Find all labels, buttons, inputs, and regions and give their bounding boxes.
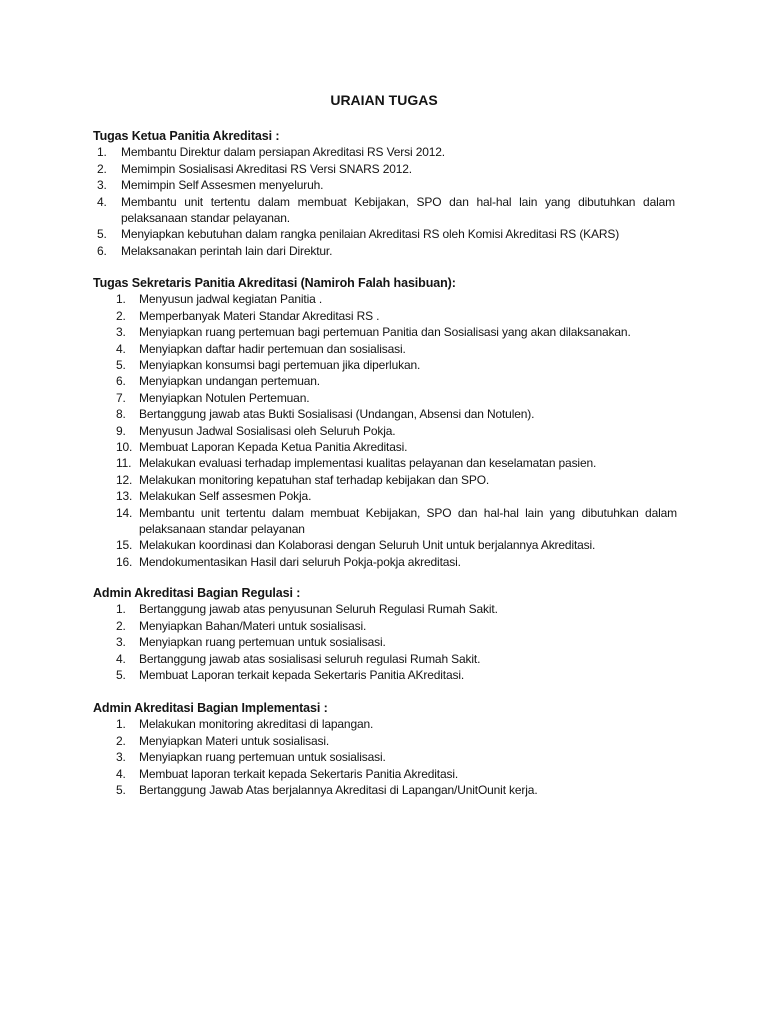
list-item xyxy=(93,406,677,422)
list-item xyxy=(93,177,675,193)
list-item-text: Menyiapkan kebutuhan dalam rangka penilaian Akreditasi RS oleh Komisi Akreditasi RS (KARS) xyxy=(121,227,620,242)
list-item xyxy=(93,308,677,324)
list-item xyxy=(93,373,677,389)
document-title: URAIAN TUGAS xyxy=(330,92,438,108)
list-item xyxy=(93,766,677,782)
section-heading: Tugas Sekretaris Panitia Akreditasi (Namiroh Falah hasibuan): xyxy=(93,276,456,290)
list-item-text: Menyiapkan Notulen Pertemuan. xyxy=(139,390,310,405)
section-ketua-panitia xyxy=(93,128,693,259)
list-item xyxy=(93,782,677,798)
list-item-text: Membantu unit tertentu dalam membuat Kebijakan, SPO dan hal-hal lain yang dibutuhkan dalam pelaksanaan standar pelayanan. xyxy=(121,194,675,226)
list-item-text: Bertanggung jawab atas sosialisasi seluruh regulasi Rumah Sakit. xyxy=(139,651,481,666)
list-item xyxy=(93,423,677,439)
list-item-text: Melakukan monitoring akreditasi di lapangan. xyxy=(139,717,374,732)
list-item-number: 6. xyxy=(97,243,107,258)
section-heading: Admin Akreditasi Bagian Implementasi : xyxy=(93,701,328,715)
list-item-number: 15. xyxy=(116,538,133,553)
list-item-text: Menyusun Jadwal Sosialisasi oleh Seluruh Pokja. xyxy=(139,423,396,438)
list-item xyxy=(93,488,677,504)
list-item xyxy=(93,554,677,570)
task-list xyxy=(93,291,693,570)
list-item-number: 8. xyxy=(116,407,126,422)
task-list xyxy=(93,144,693,259)
list-item-number: 4. xyxy=(116,341,126,356)
list-item xyxy=(93,601,677,617)
list-item-number: 3. xyxy=(97,178,107,193)
list-item-number: 2. xyxy=(97,161,107,176)
list-item-number: 12. xyxy=(116,472,133,487)
list-item xyxy=(93,226,675,242)
list-item-number: 5. xyxy=(116,783,126,798)
list-item xyxy=(93,439,677,455)
list-item-text: Menyiapkan daftar hadir pertemuan dan sosialisasi. xyxy=(139,341,406,356)
list-item-number: 9. xyxy=(116,423,126,438)
list-item-number: 1. xyxy=(116,717,126,732)
list-item-text: Menyiapkan ruang pertemuan bagi pertemuan Panitia dan Sosialisasi yang akan dilaksanakan. xyxy=(139,325,631,340)
section-admin-implementasi xyxy=(93,700,693,798)
list-item xyxy=(93,472,677,488)
list-item-number: 3. xyxy=(116,325,126,340)
list-item-text: Bertanggung jawab atas Bukti Sosialisasi (Undangan, Absensi dan Notulen). xyxy=(139,407,535,422)
list-item-text: Membantu unit tertentu dalam membuat Kebijakan, SPO dan hal-hal lain yang dibutuhkan dalam pelaksanaan standar pelayanan xyxy=(139,505,677,537)
list-item-text: Memimpin Self Assesmen menyeluruh. xyxy=(121,178,324,193)
list-item xyxy=(93,291,677,307)
list-item-number: 2. xyxy=(116,308,126,323)
list-item-text: Melaksanakan perintah lain dari Direktur. xyxy=(121,243,333,258)
list-item-text: Menyiapkan Bahan/Materi untuk sosialisasi. xyxy=(139,618,367,633)
list-item-text: Memperbanyak Materi Standar Akreditasi RS . xyxy=(139,308,380,323)
list-item-text: Melakukan evaluasi terhadap implementasi kualitas pelayanan dan keselamatan pasien. xyxy=(139,456,597,471)
list-item xyxy=(93,324,677,340)
list-item xyxy=(93,667,677,683)
section-admin-regulasi xyxy=(93,585,693,683)
list-item-text: Bertanggung jawab atas penyusunan Seluruh Regulasi Rumah Sakit. xyxy=(139,602,498,617)
list-item xyxy=(93,505,677,538)
list-item xyxy=(93,161,675,177)
list-item-number: 1. xyxy=(116,292,126,307)
list-item xyxy=(93,651,677,667)
list-item-number: 3. xyxy=(116,750,126,765)
list-item xyxy=(93,243,675,259)
list-item-text: Memimpin Sosialisasi Akreditasi RS Versi SNARS 2012. xyxy=(121,161,412,176)
section-heading: Tugas Ketua Panitia Akreditasi : xyxy=(93,129,280,143)
list-item-number: 7. xyxy=(116,390,126,405)
list-item-number: 4. xyxy=(116,651,126,666)
list-item-text: Bertanggung Jawab Atas berjalannya Akreditasi di Lapangan/UnitOunit kerja. xyxy=(139,783,538,798)
list-item-text: Membantu Direktur dalam persiapan Akreditasi RS Versi 2012. xyxy=(121,145,445,160)
list-item-text: Menyiapkan konsumsi bagi pertemuan jika diperlukan. xyxy=(139,358,421,373)
list-item xyxy=(93,749,677,765)
list-item xyxy=(93,537,677,553)
list-item-text: Mendokumentasikan Hasil dari seluruh Pokja-pokja akreditasi. xyxy=(139,554,461,569)
list-item-text: Melakukan monitoring kepatuhan staf terhadap kebijakan dan SPO. xyxy=(139,472,490,487)
section-sekretaris-panitia xyxy=(93,275,693,570)
list-item-text: Melakukan Self assesmen Pokja. xyxy=(139,489,312,504)
list-item xyxy=(93,618,677,634)
list-item-text: Menyiapkan ruang pertemuan untuk sosialisasi. xyxy=(139,750,386,765)
list-item-text: Menyiapkan ruang pertemuan untuk sosialisasi. xyxy=(139,635,386,650)
list-item-number: 16. xyxy=(116,554,133,569)
list-item-text: Membuat laporan terkait kepada Sekertaris Panitia Akreditasi. xyxy=(139,766,459,781)
list-item xyxy=(93,390,677,406)
list-item-number: 4. xyxy=(116,766,126,781)
list-item-number: 14. xyxy=(116,505,133,520)
list-item-number: 5. xyxy=(97,227,107,242)
list-item-text: Menyiapkan Materi untuk sosialisasi. xyxy=(139,733,330,748)
list-item xyxy=(93,144,675,160)
list-item-text: Menyiapkan undangan pertemuan. xyxy=(139,374,320,389)
list-item xyxy=(93,341,677,357)
list-item xyxy=(93,194,675,227)
list-item xyxy=(93,716,677,732)
list-item-text: Membuat Laporan terkait kepada Sekertaris Panitia AKreditasi. xyxy=(139,668,465,683)
list-item-number: 3. xyxy=(116,635,126,650)
list-item-number: 4. xyxy=(97,194,107,209)
list-item-number: 1. xyxy=(97,145,107,160)
list-item-number: 6. xyxy=(116,374,126,389)
list-item-number: 5. xyxy=(116,668,126,683)
list-item-number: 11. xyxy=(116,456,132,471)
list-item-text: Menyusun jadwal kegiatan Panitia . xyxy=(139,292,323,307)
list-item xyxy=(93,357,677,373)
list-item-number: 13. xyxy=(116,489,133,504)
list-item-number: 2. xyxy=(116,618,126,633)
list-item-number: 10. xyxy=(116,440,133,455)
list-item xyxy=(93,455,677,471)
list-item xyxy=(93,733,677,749)
task-list xyxy=(93,601,693,683)
list-item-number: 1. xyxy=(116,602,126,617)
list-item-text: Membuat Laporan Kepada Ketua Panitia Akreditasi. xyxy=(139,440,408,455)
list-item-number: 5. xyxy=(116,358,126,373)
list-item xyxy=(93,634,677,650)
list-item-text: Melakukan koordinasi dan Kolaborasi dengan Seluruh Unit untuk berjalannya Akreditasi. xyxy=(139,538,596,553)
section-heading: Admin Akreditasi Bagian Regulasi : xyxy=(93,586,301,600)
task-list xyxy=(93,716,693,798)
list-item-number: 2. xyxy=(116,733,126,748)
